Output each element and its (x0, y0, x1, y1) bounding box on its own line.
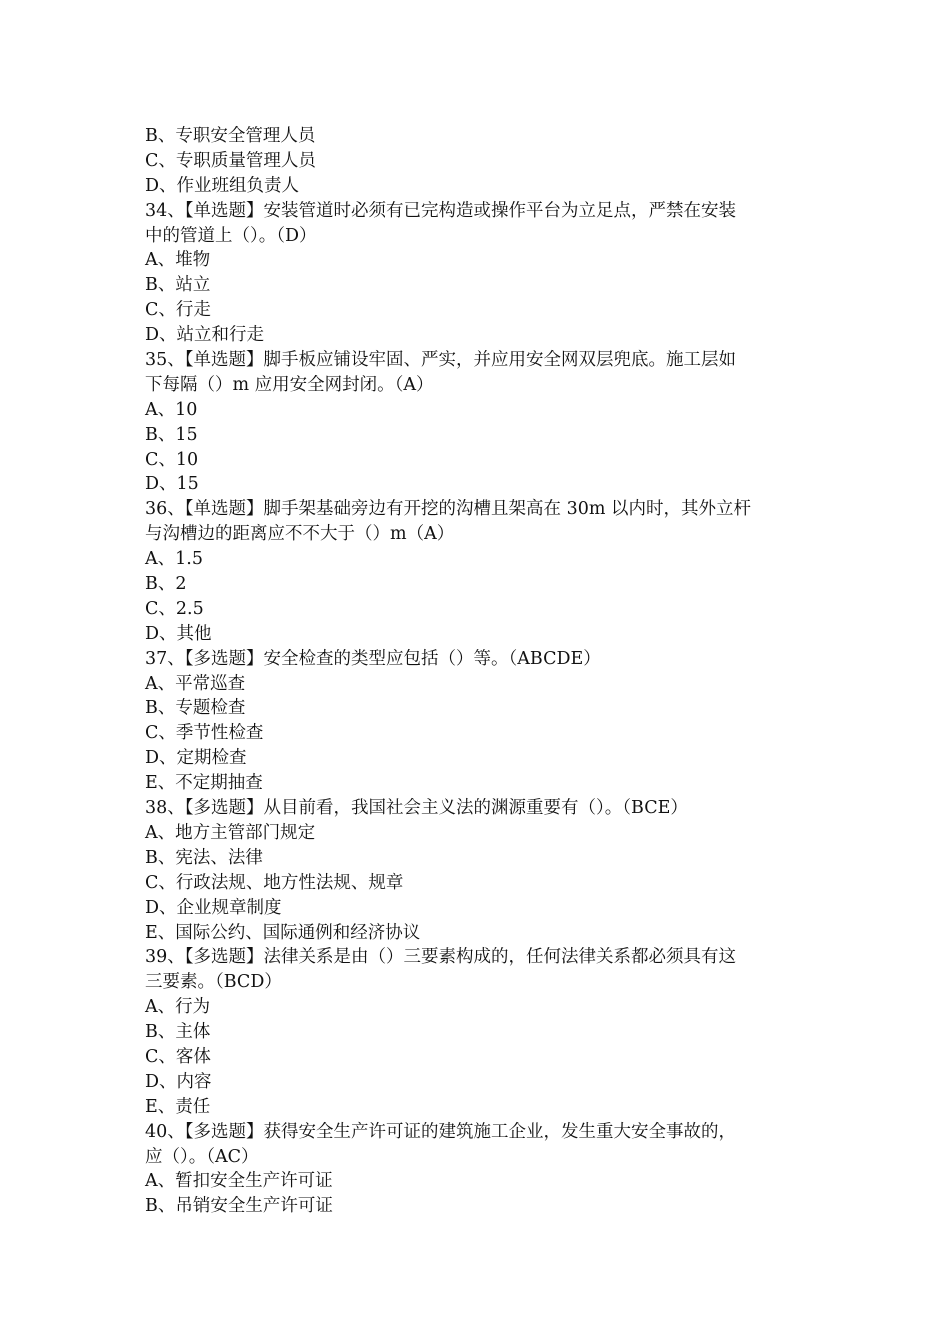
option-line: D、企业规章制度 (145, 897, 282, 918)
question-line: 下每隔（）m 应用安全网封闭。（A） (145, 374, 434, 395)
option-line: A、堆物 (145, 250, 211, 271)
question-line: 35、【单选题】脚手板应铺设牢固、严实，并应用安全网双层兜底。施工层如 (145, 350, 737, 371)
question-line: 应（）。（AC） (145, 1146, 259, 1167)
text-line: C、专职质量管理人员 (145, 150, 316, 171)
option-line: D、站立和行走 (145, 325, 265, 346)
question-line: 36、【单选题】脚手架基础旁边有开挖的沟槽且架高在 30m 以内时，其外立杆 (145, 499, 752, 520)
text-line: B、专职安全管理人员 (145, 126, 316, 146)
question-text-block (145, 124, 810, 1219)
option-line: A、平常巡查 (145, 673, 246, 694)
option-line: A、1.5 (145, 549, 203, 570)
option-line: E、责任 (145, 1096, 211, 1117)
option-line: D、内容 (145, 1071, 212, 1092)
option-line: C、行走 (145, 300, 211, 321)
option-line: E、不定期抽查 (145, 773, 263, 794)
option-line: D、其他 (145, 623, 212, 644)
option-line: B、吊销安全生产许可证 (145, 1196, 333, 1217)
option-line: C、行政法规、地方性法规、规章 (145, 872, 404, 893)
option-line: A、暂扣安全生产许可证 (145, 1171, 333, 1192)
question-line: 34、【单选题】安装管道时必须有已完构造或操作平台为立足点，严禁在安装 (145, 200, 737, 221)
option-line: D、定期检查 (145, 748, 247, 769)
option-line: B、站立 (145, 275, 211, 296)
question-line: 与沟槽边的距离应不不大于（）m（A） (145, 524, 455, 545)
option-line: C、客体 (145, 1046, 211, 1067)
option-line: B、宪法、法律 (145, 847, 263, 868)
option-line: B、15 (145, 424, 198, 445)
option-line: C、10 (145, 449, 199, 470)
option-line: E、国际公约、国际通例和经济协议 (145, 922, 421, 943)
question-line: 三要素。（BCD） (145, 972, 282, 993)
option-line: D、15 (145, 474, 199, 495)
option-line: A、10 (145, 399, 198, 420)
question-line: 中的管道上（）。（D） (145, 225, 317, 246)
option-line: C、季节性检查 (145, 723, 264, 744)
option-line: C、2.5 (145, 598, 204, 619)
question-line: 38、【多选题】从目前看，我国社会主义法的渊源重要有（）。（BCE） (145, 798, 688, 819)
option-line: A、行为 (145, 997, 211, 1018)
question-line: 37、【多选题】安全检查的类型应包括（）等。（ABCDE） (145, 648, 601, 669)
option-line: B、专题检查 (145, 698, 246, 719)
option-line: A、地方主管部门规定 (145, 822, 316, 843)
question-line: 39、【多选题】法律关系是由（）三要素构成的，任何法律关系都必须具有这 (145, 947, 737, 968)
question-line: 40、【多选题】获得安全生产许可证的建筑施工企业，发生重大安全事故的， (145, 1121, 737, 1142)
option-line: B、2 (145, 574, 187, 595)
text-line: D、作业班组负责人 (145, 175, 300, 196)
option-line: B、主体 (145, 1022, 211, 1043)
